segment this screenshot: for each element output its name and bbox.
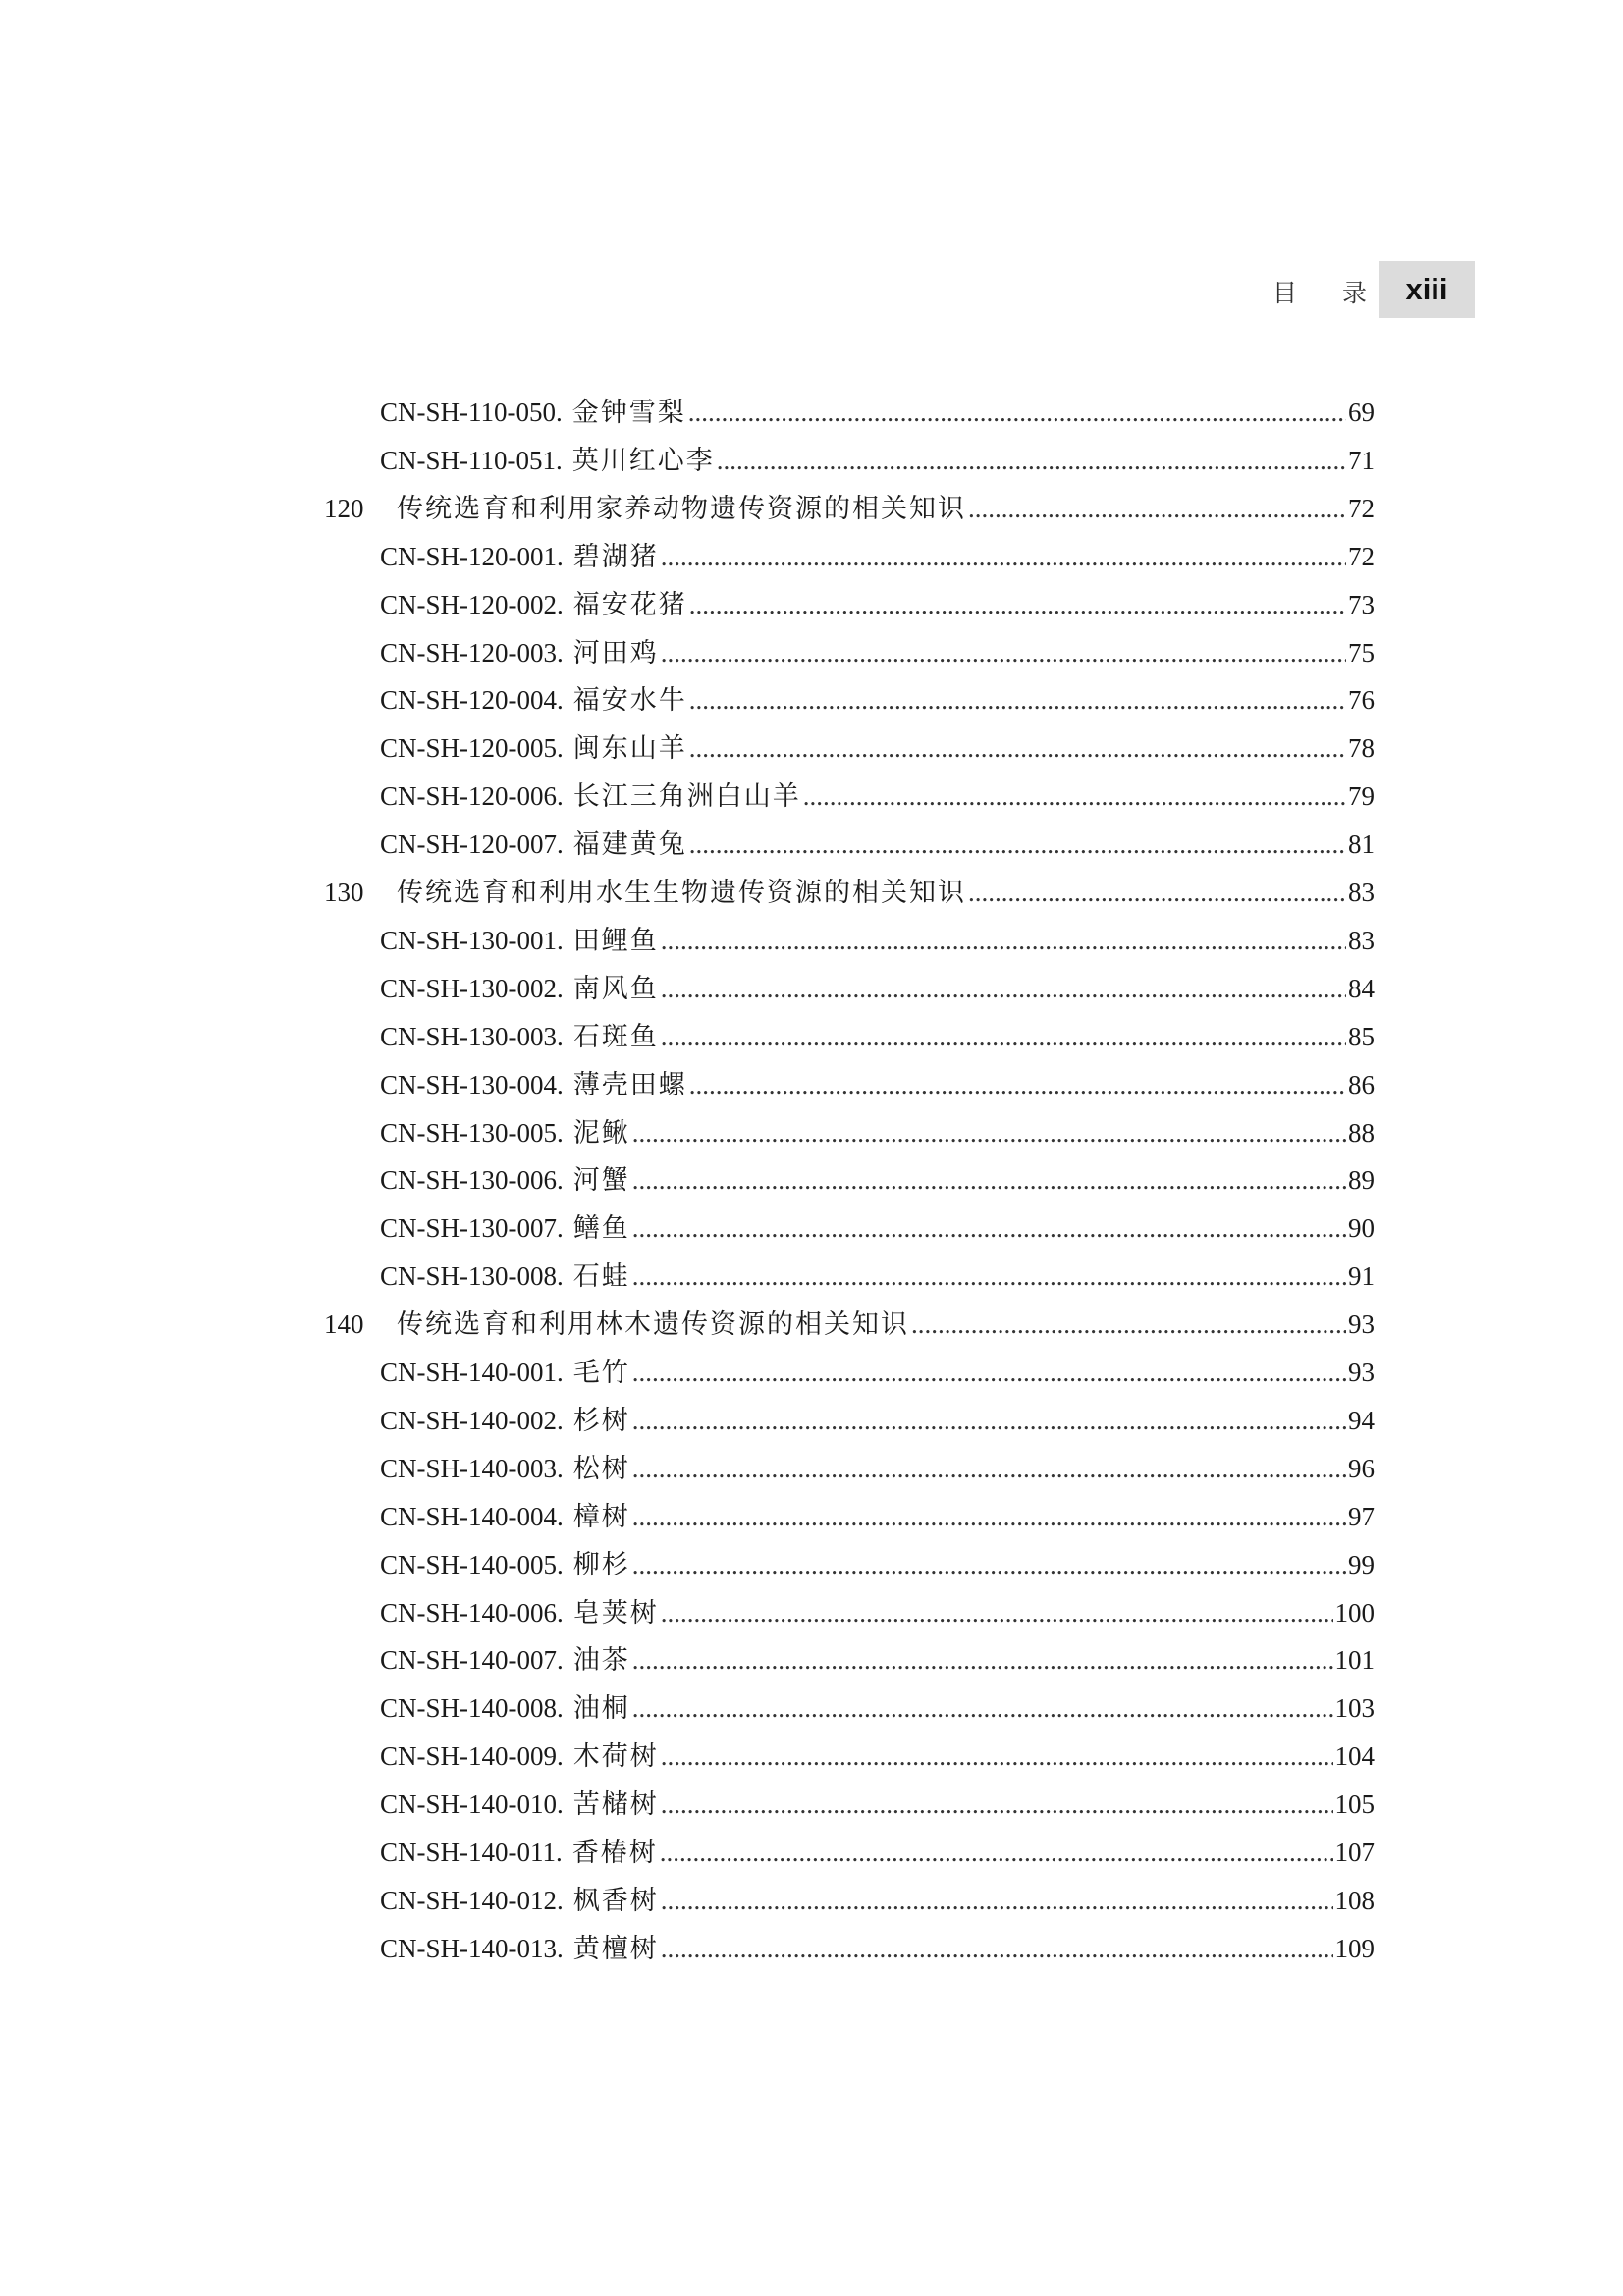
- toc-entry-row[interactable]: [380, 1781, 1375, 1828]
- page-ref: 71: [1348, 446, 1375, 475]
- entry-code: CN-SH-140-006.: [380, 1598, 564, 1628]
- entry-code: CN-SH-120-001.: [380, 542, 564, 571]
- dot-leader: [717, 437, 1346, 484]
- section-title: 传统选育和利用家养动物遗传资源的相关知识: [397, 494, 966, 524]
- dot-leader: [661, 1781, 1333, 1828]
- page-ref: 89: [1348, 1165, 1375, 1195]
- page-ref: 96: [1348, 1454, 1375, 1483]
- entry-code: CN-SH-120-006.: [380, 781, 564, 811]
- toc-section-row[interactable]: [324, 1301, 1375, 1348]
- toc-entry-row[interactable]: [380, 1541, 1375, 1588]
- toc-entry-row[interactable]: [380, 581, 1375, 628]
- running-header: [1272, 273, 1367, 310]
- entry-code: CN-SH-140-010.: [380, 1789, 564, 1819]
- page-ref: 81: [1348, 829, 1375, 859]
- entry-code: CN-SH-140-011.: [380, 1838, 563, 1867]
- entry-title: 香椿树: [571, 1838, 658, 1868]
- page-ref: 93: [1348, 1358, 1375, 1387]
- entry-code: CN-SH-120-004.: [380, 685, 564, 715]
- toc-entry-row[interactable]: [380, 1109, 1375, 1156]
- toc-entry-row[interactable]: [380, 629, 1375, 676]
- dot-leader: [632, 1493, 1346, 1540]
- page-ref: 90: [1348, 1213, 1375, 1243]
- page-number-tab: [1379, 261, 1475, 318]
- page-ref: 94: [1348, 1406, 1375, 1435]
- dot-leader: [661, 1877, 1333, 1924]
- page-ref: 93: [1348, 1309, 1375, 1339]
- toc-entry-row[interactable]: [380, 965, 1375, 1012]
- entry-code: CN-SH-130-006.: [380, 1165, 564, 1195]
- page-ref: 85: [1348, 1022, 1375, 1051]
- entry-title: 田鲤鱼: [572, 926, 659, 956]
- entry-code: CN-SH-120-005.: [380, 733, 564, 763]
- entry-title: 毛竹: [572, 1358, 630, 1388]
- entry-title: 杉树: [572, 1406, 630, 1436]
- section-code: 120: [324, 494, 364, 523]
- entry-code: CN-SH-120-003.: [380, 638, 564, 667]
- dot-leader: [688, 389, 1346, 436]
- page-ref: 83: [1348, 926, 1375, 955]
- toc-entry-row[interactable]: [380, 1349, 1375, 1396]
- toc-entry-row[interactable]: [380, 1204, 1375, 1252]
- entry-title: 鳝鱼: [572, 1213, 630, 1244]
- entry-code: CN-SH-140-012.: [380, 1886, 564, 1915]
- dot-leader: [661, 1925, 1333, 1972]
- dot-leader: [632, 1204, 1346, 1252]
- entry-title: 黄檀树: [572, 1934, 659, 1964]
- dot-leader: [632, 1156, 1346, 1203]
- dot-leader: [661, 917, 1346, 964]
- entry-title: 石蛙: [572, 1261, 630, 1292]
- toc-entry-row[interactable]: [380, 773, 1375, 820]
- entry-title: 金钟雪梨: [571, 398, 686, 428]
- toc-entry-row[interactable]: [380, 389, 1375, 436]
- page-ref: 75: [1348, 638, 1375, 667]
- page-ref: 103: [1334, 1693, 1375, 1723]
- entry-code: CN-SH-110-050.: [380, 398, 563, 427]
- page-ref: 76: [1348, 685, 1375, 715]
- dot-leader: [689, 581, 1346, 628]
- dot-leader: [632, 1445, 1346, 1492]
- page-ref: 109: [1334, 1934, 1375, 1963]
- page-ref: 69: [1348, 398, 1375, 427]
- page-number: xiii: [1405, 272, 1448, 306]
- dot-leader: [661, 1013, 1346, 1060]
- entry-code: CN-SH-120-007.: [380, 829, 564, 859]
- toc-entry-row[interactable]: [380, 724, 1375, 772]
- page-ref: 99: [1348, 1550, 1375, 1579]
- entry-code: CN-SH-140-005.: [380, 1550, 564, 1579]
- entry-title: 薄壳田螺: [572, 1070, 687, 1100]
- page-ref: 88: [1348, 1118, 1375, 1148]
- entry-title: 泥鳅: [572, 1118, 630, 1148]
- header-label-left: 目: [1272, 279, 1298, 307]
- entry-code: CN-SH-130-007.: [380, 1213, 564, 1243]
- entry-code: CN-SH-140-002.: [380, 1406, 564, 1435]
- toc-entry-row[interactable]: [380, 676, 1375, 723]
- entry-title: 福安水牛: [572, 685, 687, 716]
- entry-code: CN-SH-130-005.: [380, 1118, 564, 1148]
- section-code: 130: [324, 878, 364, 907]
- entry-code: CN-SH-130-003.: [380, 1022, 564, 1051]
- dot-leader: [689, 724, 1346, 772]
- entry-code: CN-SH-130-004.: [380, 1070, 564, 1099]
- entry-code: CN-SH-140-001.: [380, 1358, 564, 1387]
- toc-entry-row[interactable]: [380, 1013, 1375, 1060]
- entry-code: CN-SH-130-001.: [380, 926, 564, 955]
- dot-leader: [632, 1636, 1333, 1683]
- toc-entry-row[interactable]: [380, 1829, 1375, 1876]
- page-ref: 72: [1348, 542, 1375, 571]
- entry-title: 松树: [572, 1454, 630, 1484]
- entry-title: 闽东山羊: [572, 733, 687, 764]
- toc-entry-row[interactable]: [380, 1589, 1375, 1636]
- dot-leader: [661, 629, 1346, 676]
- dot-leader: [689, 1061, 1346, 1108]
- toc-entry-row[interactable]: [380, 821, 1375, 868]
- toc-entry-row[interactable]: [380, 1156, 1375, 1203]
- toc-entry-row[interactable]: [380, 1397, 1375, 1444]
- toc-entry-row[interactable]: [380, 1733, 1375, 1780]
- page-ref: 97: [1348, 1502, 1375, 1531]
- entry-code: CN-SH-110-051.: [380, 446, 563, 475]
- header-label-right: 录: [1341, 279, 1367, 307]
- page-ref: 78: [1348, 733, 1375, 763]
- toc-entry-row[interactable]: [380, 533, 1375, 580]
- dot-leader: [689, 676, 1346, 723]
- dot-leader: [661, 965, 1346, 1012]
- entry-title: 柳杉: [572, 1550, 630, 1580]
- page-ref: 104: [1334, 1741, 1375, 1771]
- entry-title: 福建黄兔: [572, 829, 687, 860]
- page-ref: 108: [1334, 1886, 1375, 1915]
- toc-entry-row[interactable]: [380, 1925, 1375, 1972]
- page-ref: 100: [1334, 1598, 1375, 1628]
- toc-entry-row[interactable]: [380, 1061, 1375, 1108]
- dot-leader: [803, 773, 1346, 820]
- entry-title: 河田鸡: [572, 638, 659, 668]
- dot-leader: [632, 1349, 1346, 1396]
- dot-leader: [660, 1829, 1333, 1876]
- page-ref: 73: [1348, 590, 1375, 619]
- entry-title: 皂荚树: [572, 1598, 659, 1629]
- dot-leader: [661, 533, 1346, 580]
- dot-leader: [689, 821, 1346, 868]
- dot-leader: [968, 869, 1346, 916]
- entry-code: CN-SH-140-008.: [380, 1693, 564, 1723]
- toc-entry-row[interactable]: [380, 1493, 1375, 1540]
- dot-leader: [632, 1684, 1333, 1732]
- entry-title: 石斑鱼: [572, 1022, 659, 1052]
- entry-title: 油桐: [572, 1693, 630, 1724]
- toc-entry-row[interactable]: [380, 437, 1375, 484]
- dot-leader: [661, 1733, 1333, 1780]
- entry-code: CN-SH-140-004.: [380, 1502, 564, 1531]
- toc-section-row[interactable]: [324, 869, 1375, 916]
- section-title: 传统选育和利用林木遗传资源的相关知识: [397, 1309, 909, 1340]
- toc-section-row[interactable]: [324, 485, 1375, 532]
- page-ref: 84: [1348, 974, 1375, 1003]
- dot-leader: [968, 485, 1346, 532]
- entry-title: 英川红心李: [571, 446, 715, 476]
- page-ref: 79: [1348, 781, 1375, 811]
- page-ref: 72: [1348, 494, 1375, 523]
- page-ref: 101: [1334, 1645, 1375, 1675]
- toc-entry-row[interactable]: [380, 1445, 1375, 1492]
- page-ref: 105: [1334, 1789, 1375, 1819]
- entry-title: 樟树: [572, 1502, 630, 1532]
- page-ref: 83: [1348, 878, 1375, 907]
- dot-leader: [632, 1541, 1346, 1588]
- section-title: 传统选育和利用水生生物遗传资源的相关知识: [397, 878, 966, 908]
- entry-code: CN-SH-130-002.: [380, 974, 564, 1003]
- dot-leader: [911, 1301, 1346, 1348]
- dot-leader: [632, 1109, 1346, 1156]
- page-ref: 91: [1348, 1261, 1375, 1291]
- entry-title: 苦槠树: [572, 1789, 659, 1820]
- toc-entry-row[interactable]: [380, 1253, 1375, 1300]
- entry-title: 油茶: [572, 1645, 630, 1676]
- entry-title: 河蟹: [572, 1165, 630, 1196]
- entry-code: CN-SH-140-009.: [380, 1741, 564, 1771]
- entry-code: CN-SH-140-007.: [380, 1645, 564, 1675]
- entry-title: 木荷树: [572, 1741, 659, 1772]
- entry-code: CN-SH-130-008.: [380, 1261, 564, 1291]
- section-code: 140: [324, 1309, 364, 1339]
- entry-title: 枫香树: [572, 1886, 659, 1916]
- toc-entry-row[interactable]: [380, 1684, 1375, 1732]
- page-ref: 86: [1348, 1070, 1375, 1099]
- page-ref: 107: [1334, 1838, 1375, 1867]
- entry-title: 长江三角洲白山羊: [572, 781, 801, 812]
- dot-leader: [661, 1589, 1333, 1636]
- toc-entry-row[interactable]: [380, 1877, 1375, 1924]
- entry-code: CN-SH-140-003.: [380, 1454, 564, 1483]
- entry-title: 碧湖猪: [572, 542, 659, 572]
- entry-code: CN-SH-120-002.: [380, 590, 564, 619]
- dot-leader: [632, 1397, 1346, 1444]
- entry-code: CN-SH-140-013.: [380, 1934, 564, 1963]
- dot-leader: [632, 1253, 1346, 1300]
- entry-title: 南风鱼: [572, 974, 659, 1004]
- entry-title: 福安花猪: [572, 590, 687, 620]
- toc-entry-row[interactable]: [380, 1636, 1375, 1683]
- toc-entry-row[interactable]: [380, 917, 1375, 964]
